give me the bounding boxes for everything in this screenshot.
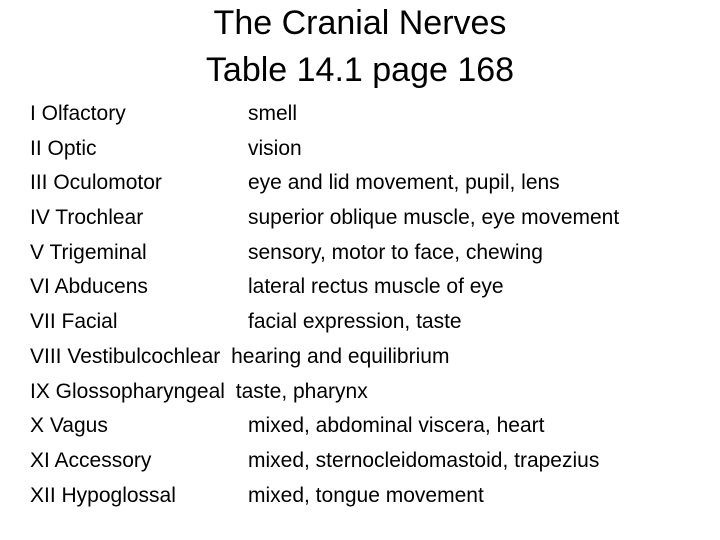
nerve-function: facial expression, taste [248, 310, 462, 334]
title-line-1: The Cranial Nerves [213, 4, 507, 42]
nerve-name: II Optic [30, 136, 97, 160]
nerve-name: XII Hypoglossal [30, 483, 176, 507]
nerve-name: III Oculomotor [30, 171, 162, 195]
nerve-function: mixed, tongue movement [248, 483, 484, 507]
nerve-function: mixed, abdominal viscera, heart [248, 414, 545, 438]
title-line-2: Table 14.1 page 168 [205, 51, 515, 89]
nerve-function: hearing and equilibrium [231, 344, 450, 368]
list-item [30, 236, 710, 271]
list-item [30, 340, 710, 375]
nerve-name: IV Trochlear [30, 206, 144, 230]
list-item [30, 97, 710, 132]
nerve-name: X Vagus [30, 414, 108, 438]
nerve-name: IX Glossopharyngeal [30, 379, 225, 403]
list-item [30, 305, 710, 340]
nerve-name: VI Abducens [30, 275, 148, 299]
nerve-name: I Olfactory [30, 102, 126, 125]
list-item [30, 132, 710, 167]
nerve-function: sensory, motor to face, chewing [248, 240, 543, 264]
nerve-function: mixed, sternocleidomastoid, trapezius [248, 448, 600, 472]
nerve-function: superior oblique muscle, eye movement [248, 206, 620, 230]
list-item [30, 375, 710, 410]
nerve-name: VII Facial [30, 310, 118, 334]
nerve-function: smell [248, 102, 298, 125]
list-item [30, 166, 710, 201]
cranial-nerve-list [30, 97, 710, 513]
list-item [30, 201, 710, 236]
nerve-name: VIII Vestibulcochlear [30, 344, 221, 368]
slide-title [0, 0, 720, 94]
list-item [30, 444, 710, 479]
nerve-function: vision [248, 136, 302, 160]
nerve-function: eye and lid movement, pupil, lens [248, 171, 560, 195]
nerve-function: lateral rectus muscle of eye [248, 275, 504, 299]
list-item [30, 270, 710, 305]
nerve-name: V Trigeminal [30, 240, 147, 264]
list-item [30, 409, 710, 444]
list-item [30, 479, 710, 514]
nerve-function: taste, pharynx [235, 379, 368, 403]
nerve-name: XI Accessory [30, 448, 152, 472]
